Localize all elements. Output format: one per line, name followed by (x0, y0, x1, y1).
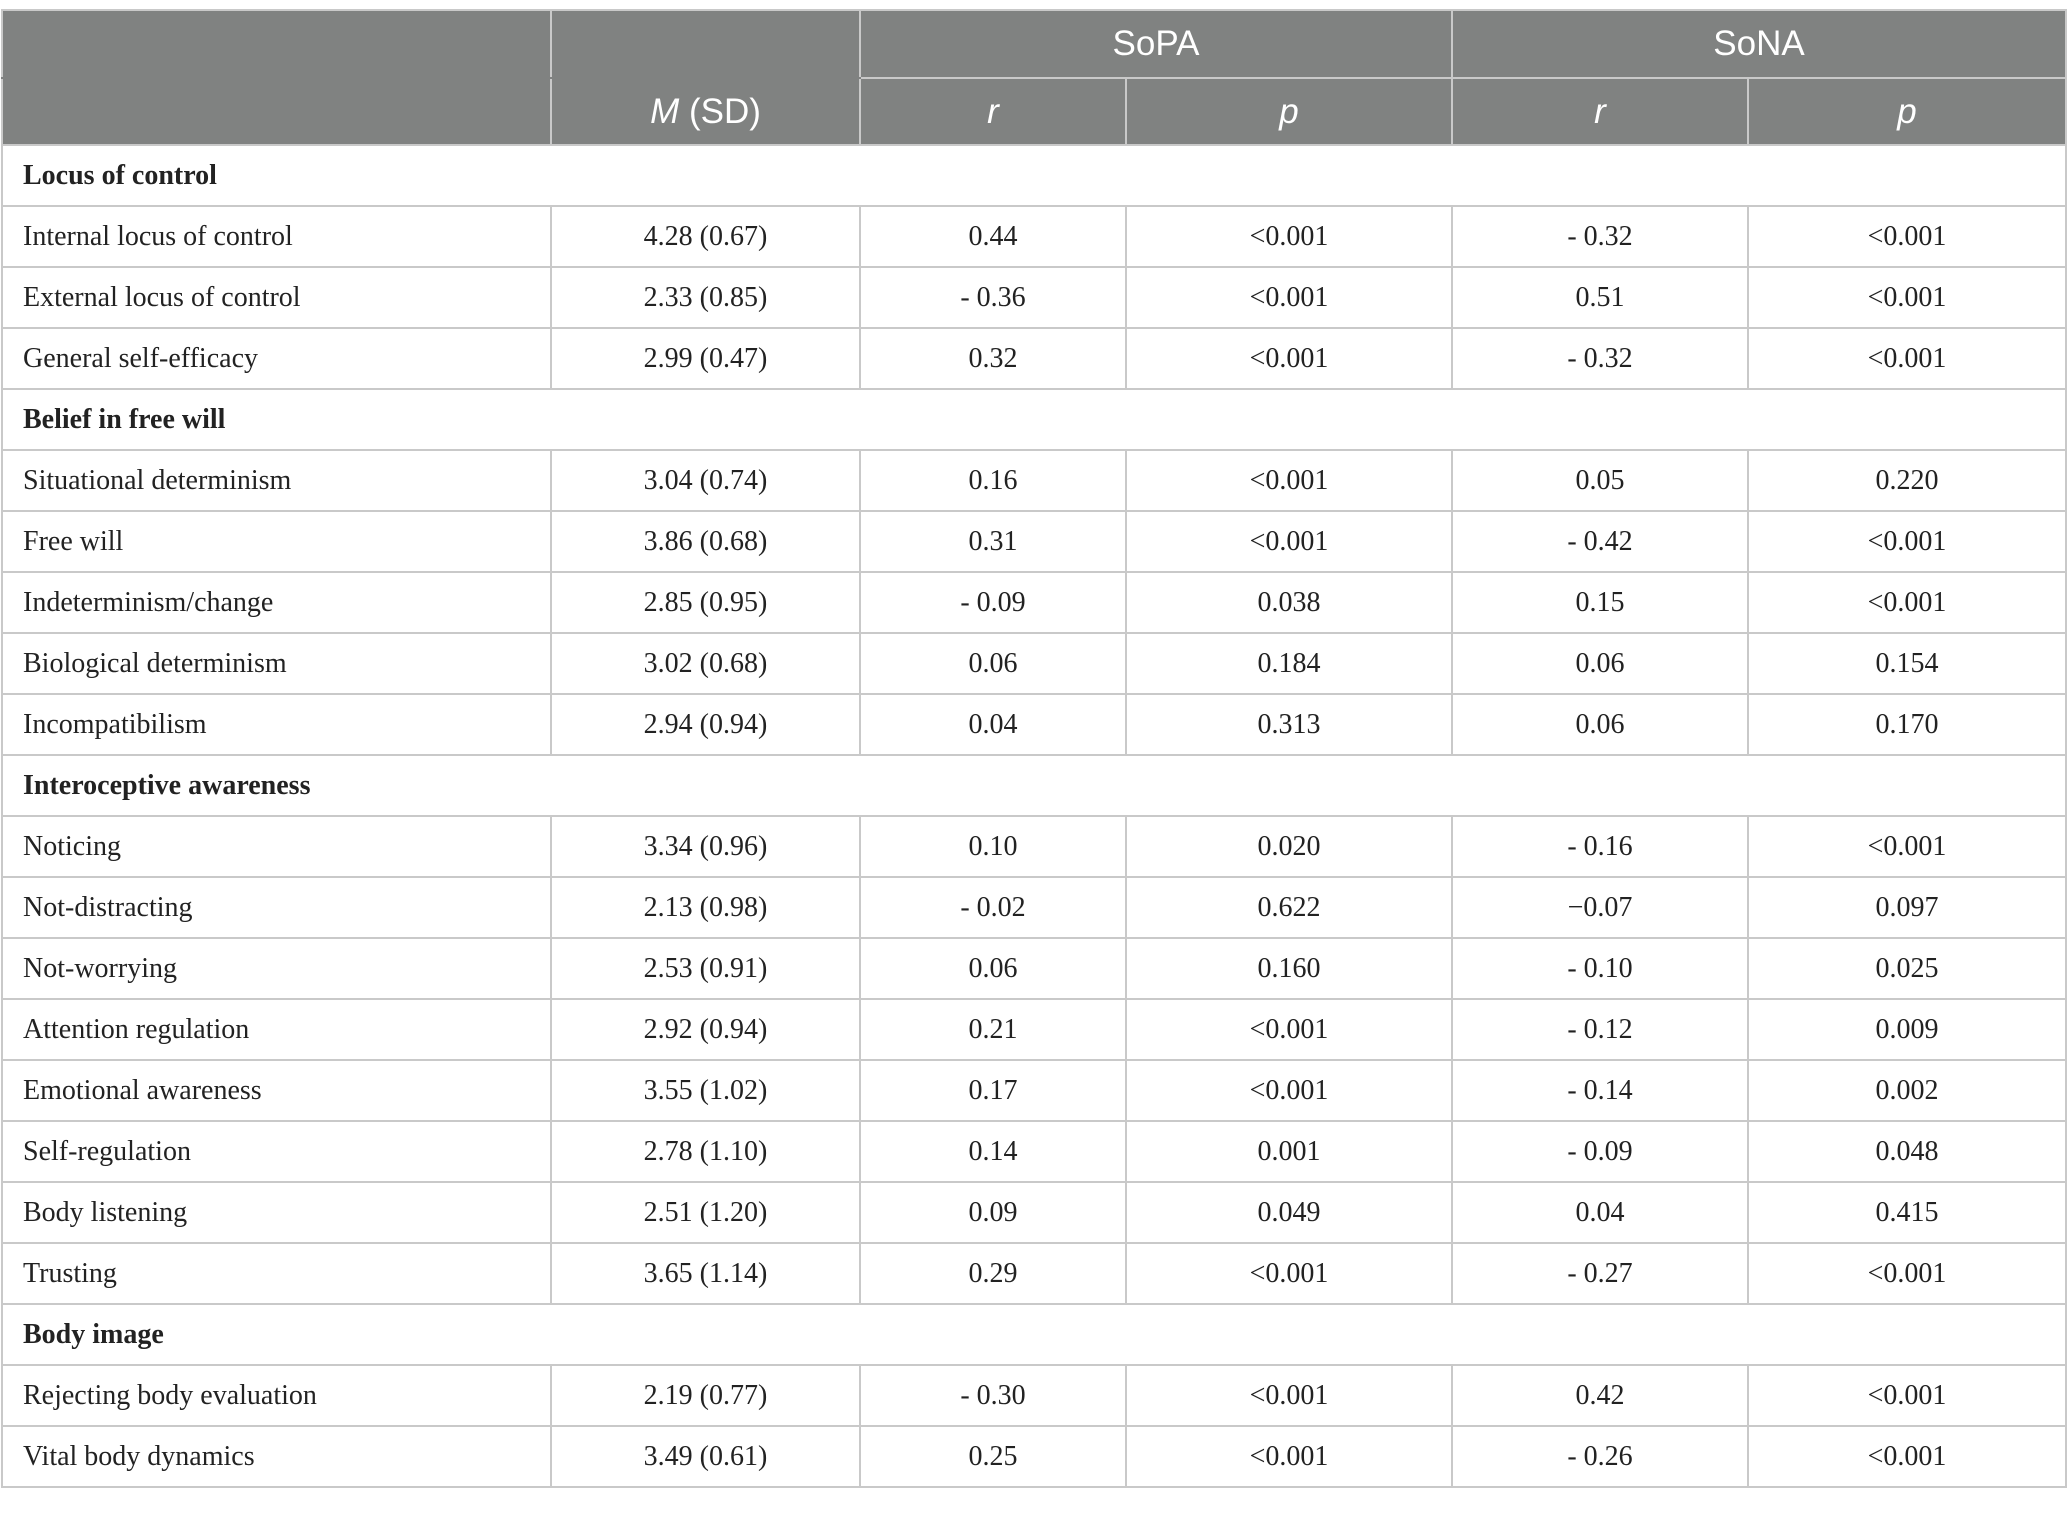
cell-sopa-p: <0.001 (1126, 1243, 1452, 1304)
table-row (2, 999, 2066, 1060)
cell-sopa-p: 0.001 (1126, 1121, 1452, 1182)
header-row-columns (2, 78, 2066, 145)
table-row (2, 1365, 2066, 1426)
section-row (2, 1304, 2066, 1365)
cell-sopa-r: 0.10 (860, 816, 1126, 877)
results-table (1, 9, 2067, 1488)
cell-sona-r: - 0.32 (1452, 328, 1748, 389)
table-body (2, 145, 2066, 1487)
cell-sona-r: - 0.09 (1452, 1121, 1748, 1182)
cell-sopa-r: 0.04 (860, 694, 1126, 755)
row-label: Free will (2, 511, 551, 572)
cell-sopa-r: 0.14 (860, 1121, 1126, 1182)
row-label: Rejecting body evaluation (2, 1365, 551, 1426)
cell-sona-p: <0.001 (1748, 206, 2066, 267)
cell-sona-r: - 0.16 (1452, 816, 1748, 877)
cell-sona-p: 0.002 (1748, 1060, 2066, 1121)
table-row (2, 1121, 2066, 1182)
header-group-sopa: SoPA (860, 10, 1452, 78)
cell-sona-r: - 0.10 (1452, 938, 1748, 999)
cell-sona-r: 0.05 (1452, 450, 1748, 511)
row-label: Attention regulation (2, 999, 551, 1060)
header-blank-cell (551, 10, 860, 78)
cell-m-sd: 3.86 (0.68) (551, 511, 860, 572)
cell-sopa-r: - 0.30 (860, 1365, 1126, 1426)
cell-sona-p: 0.170 (1748, 694, 2066, 755)
row-label: Not-distracting (2, 877, 551, 938)
cell-m-sd: 2.51 (1.20) (551, 1182, 860, 1243)
row-label: Trusting (2, 1243, 551, 1304)
cell-sopa-r: 0.09 (860, 1182, 1126, 1243)
cell-sona-p: 0.009 (1748, 999, 2066, 1060)
cell-m-sd: 3.49 (0.61) (551, 1426, 860, 1487)
cell-m-sd: 4.28 (0.67) (551, 206, 860, 267)
cell-sona-p: <0.001 (1748, 1426, 2066, 1487)
cell-sopa-p: 0.184 (1126, 633, 1452, 694)
header-sopa-p: p (1126, 78, 1452, 145)
cell-m-sd: 2.53 (0.91) (551, 938, 860, 999)
table-row (2, 328, 2066, 389)
row-label: External locus of control (2, 267, 551, 328)
section-title: Belief in free will (2, 389, 2066, 450)
cell-sopa-r: 0.06 (860, 633, 1126, 694)
cell-m-sd: 3.55 (1.02) (551, 1060, 860, 1121)
cell-sopa-p: 0.038 (1126, 572, 1452, 633)
cell-m-sd: 3.02 (0.68) (551, 633, 860, 694)
section-row (2, 755, 2066, 816)
cell-m-sd: 2.33 (0.85) (551, 267, 860, 328)
row-label: Noticing (2, 816, 551, 877)
table-row (2, 938, 2066, 999)
row-label: Vital body dynamics (2, 1426, 551, 1487)
cell-sopa-r: 0.06 (860, 938, 1126, 999)
section-row (2, 145, 2066, 206)
cell-sona-p: 0.048 (1748, 1121, 2066, 1182)
cell-sopa-p: <0.001 (1126, 1060, 1452, 1121)
cell-sopa-r: 0.32 (860, 328, 1126, 389)
row-label: Self-regulation (2, 1121, 551, 1182)
cell-sona-p: <0.001 (1748, 328, 2066, 389)
cell-sopa-r: 0.25 (860, 1426, 1126, 1487)
cell-sopa-p: 0.049 (1126, 1182, 1452, 1243)
table-row (2, 1182, 2066, 1243)
cell-sona-r: - 0.14 (1452, 1060, 1748, 1121)
header-blank-cell (2, 78, 551, 145)
cell-sopa-p: <0.001 (1126, 999, 1452, 1060)
table-row (2, 816, 2066, 877)
cell-sona-r: 0.06 (1452, 694, 1748, 755)
cell-sopa-p: 0.020 (1126, 816, 1452, 877)
cell-sona-p: <0.001 (1748, 572, 2066, 633)
cell-sona-p: <0.001 (1748, 1243, 2066, 1304)
cell-sopa-r: 0.44 (860, 206, 1126, 267)
table-row (2, 633, 2066, 694)
cell-sopa-p: <0.001 (1126, 206, 1452, 267)
section-row (2, 389, 2066, 450)
cell-sona-r: - 0.12 (1452, 999, 1748, 1060)
cell-m-sd: 2.92 (0.94) (551, 999, 860, 1060)
section-title: Body image (2, 1304, 2066, 1365)
row-label: Incompatibilism (2, 694, 551, 755)
cell-sopa-r: 0.31 (860, 511, 1126, 572)
row-label: General self-efficacy (2, 328, 551, 389)
row-label: Body listening (2, 1182, 551, 1243)
cell-m-sd: 3.04 (0.74) (551, 450, 860, 511)
table-row (2, 511, 2066, 572)
cell-sopa-r: 0.17 (860, 1060, 1126, 1121)
cell-sona-r: - 0.26 (1452, 1426, 1748, 1487)
row-label: Biological determinism (2, 633, 551, 694)
cell-sopa-p: 0.160 (1126, 938, 1452, 999)
cell-m-sd: 2.94 (0.94) (551, 694, 860, 755)
section-title: Locus of control (2, 145, 2066, 206)
cell-sopa-p: <0.001 (1126, 267, 1452, 328)
cell-sona-p: 0.220 (1748, 450, 2066, 511)
cell-m-sd: 2.19 (0.77) (551, 1365, 860, 1426)
cell-sona-r: −0.07 (1452, 877, 1748, 938)
cell-sona-r: - 0.32 (1452, 206, 1748, 267)
header-group-sona: SoNA (1452, 10, 2066, 78)
cell-m-sd: 3.34 (0.96) (551, 816, 860, 877)
cell-sona-p: <0.001 (1748, 511, 2066, 572)
cell-m-sd: 2.99 (0.47) (551, 328, 860, 389)
header-sona-p: p (1748, 78, 2066, 145)
cell-sopa-p: <0.001 (1126, 511, 1452, 572)
table-header (2, 10, 2066, 145)
header-sopa-r: r (860, 78, 1126, 145)
cell-sona-r: 0.15 (1452, 572, 1748, 633)
cell-sona-r: - 0.42 (1452, 511, 1748, 572)
cell-sona-p: <0.001 (1748, 1365, 2066, 1426)
table-row (2, 206, 2066, 267)
cell-m-sd: 2.13 (0.98) (551, 877, 860, 938)
cell-m-sd: 3.65 (1.14) (551, 1243, 860, 1304)
cell-sopa-r: 0.29 (860, 1243, 1126, 1304)
header-row-groups (2, 10, 2066, 78)
cell-sopa-p: <0.001 (1126, 450, 1452, 511)
table-row (2, 1243, 2066, 1304)
cell-sopa-r: - 0.02 (860, 877, 1126, 938)
table-row (2, 572, 2066, 633)
cell-sopa-p: 0.622 (1126, 877, 1452, 938)
cell-sona-p: <0.001 (1748, 267, 2066, 328)
table-row (2, 1060, 2066, 1121)
section-title: Interoceptive awareness (2, 755, 2066, 816)
row-label: Internal locus of control (2, 206, 551, 267)
cell-sona-r: - 0.27 (1452, 1243, 1748, 1304)
header-m-symbol: M (650, 91, 680, 131)
cell-sopa-p: <0.001 (1126, 1365, 1452, 1426)
table-row (2, 877, 2066, 938)
header-blank-cell (2, 10, 551, 78)
cell-sopa-r: 0.16 (860, 450, 1126, 511)
header-msd (551, 78, 860, 145)
cell-sona-p: 0.154 (1748, 633, 2066, 694)
table-row (2, 267, 2066, 328)
cell-sopa-r: - 0.36 (860, 267, 1126, 328)
cell-sopa-r: - 0.09 (860, 572, 1126, 633)
row-label: Indeterminism/change (2, 572, 551, 633)
cell-sona-r: 0.42 (1452, 1365, 1748, 1426)
row-label: Situational determinism (2, 450, 551, 511)
cell-sona-r: 0.04 (1452, 1182, 1748, 1243)
cell-sopa-r: 0.21 (860, 999, 1126, 1060)
cell-sopa-p: <0.001 (1126, 1426, 1452, 1487)
cell-sona-p: <0.001 (1748, 816, 2066, 877)
cell-sopa-p: <0.001 (1126, 328, 1452, 389)
row-label: Not-worrying (2, 938, 551, 999)
cell-m-sd: 2.85 (0.95) (551, 572, 860, 633)
cell-m-sd: 2.78 (1.10) (551, 1121, 860, 1182)
header-sd-text: (SD) (679, 91, 761, 131)
cell-sona-p: 0.097 (1748, 877, 2066, 938)
results-table-container (1, 9, 2065, 1488)
table-row (2, 450, 2066, 511)
cell-sopa-p: 0.313 (1126, 694, 1452, 755)
cell-sona-p: 0.415 (1748, 1182, 2066, 1243)
cell-sona-r: 0.51 (1452, 267, 1748, 328)
table-row (2, 694, 2066, 755)
row-label: Emotional awareness (2, 1060, 551, 1121)
cell-sona-r: 0.06 (1452, 633, 1748, 694)
table-row (2, 1426, 2066, 1487)
header-sona-r: r (1452, 78, 1748, 145)
cell-sona-p: 0.025 (1748, 938, 2066, 999)
